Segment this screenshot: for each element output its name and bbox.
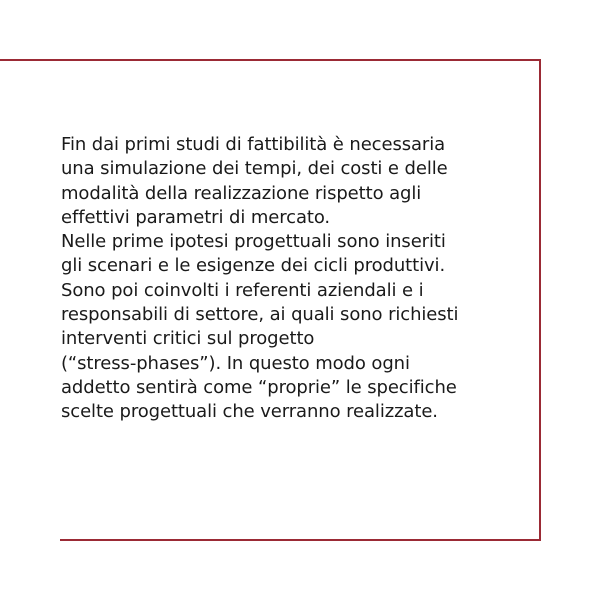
text-line: interventi critici sul progetto bbox=[61, 328, 315, 350]
text-line: gli scenari e le esigenze dei cicli produttivi. bbox=[61, 255, 446, 277]
text-line: addetto sentirà come “proprie” le specifiche bbox=[61, 376, 457, 398]
frame-bottom-border bbox=[60, 539, 541, 541]
frame-right-border bbox=[539, 59, 541, 541]
text-line: una simulazione dei tempi, dei costi e delle bbox=[61, 158, 448, 180]
text-line: scelte progettuali che verranno realizzate. bbox=[61, 401, 438, 423]
body-paragraph bbox=[61, 133, 521, 425]
text-line: responsabili di settore, ai quali sono richiesti bbox=[61, 304, 459, 326]
text-line: modalità della realizzazione rispetto agli bbox=[61, 182, 422, 204]
text-line: effettivi parametri di mercato. bbox=[61, 206, 331, 228]
text-line: Fin dai primi studi di fattibilità è necessaria bbox=[61, 134, 446, 155]
text-line: Sono poi coinvolti i referenti aziendali e i bbox=[61, 279, 424, 301]
text-line: (“stress-phases”). In questo modo ogni bbox=[61, 352, 410, 374]
text-line: Nelle prime ipotesi progettuali sono inseriti bbox=[61, 231, 446, 253]
frame-top-border bbox=[0, 59, 541, 61]
